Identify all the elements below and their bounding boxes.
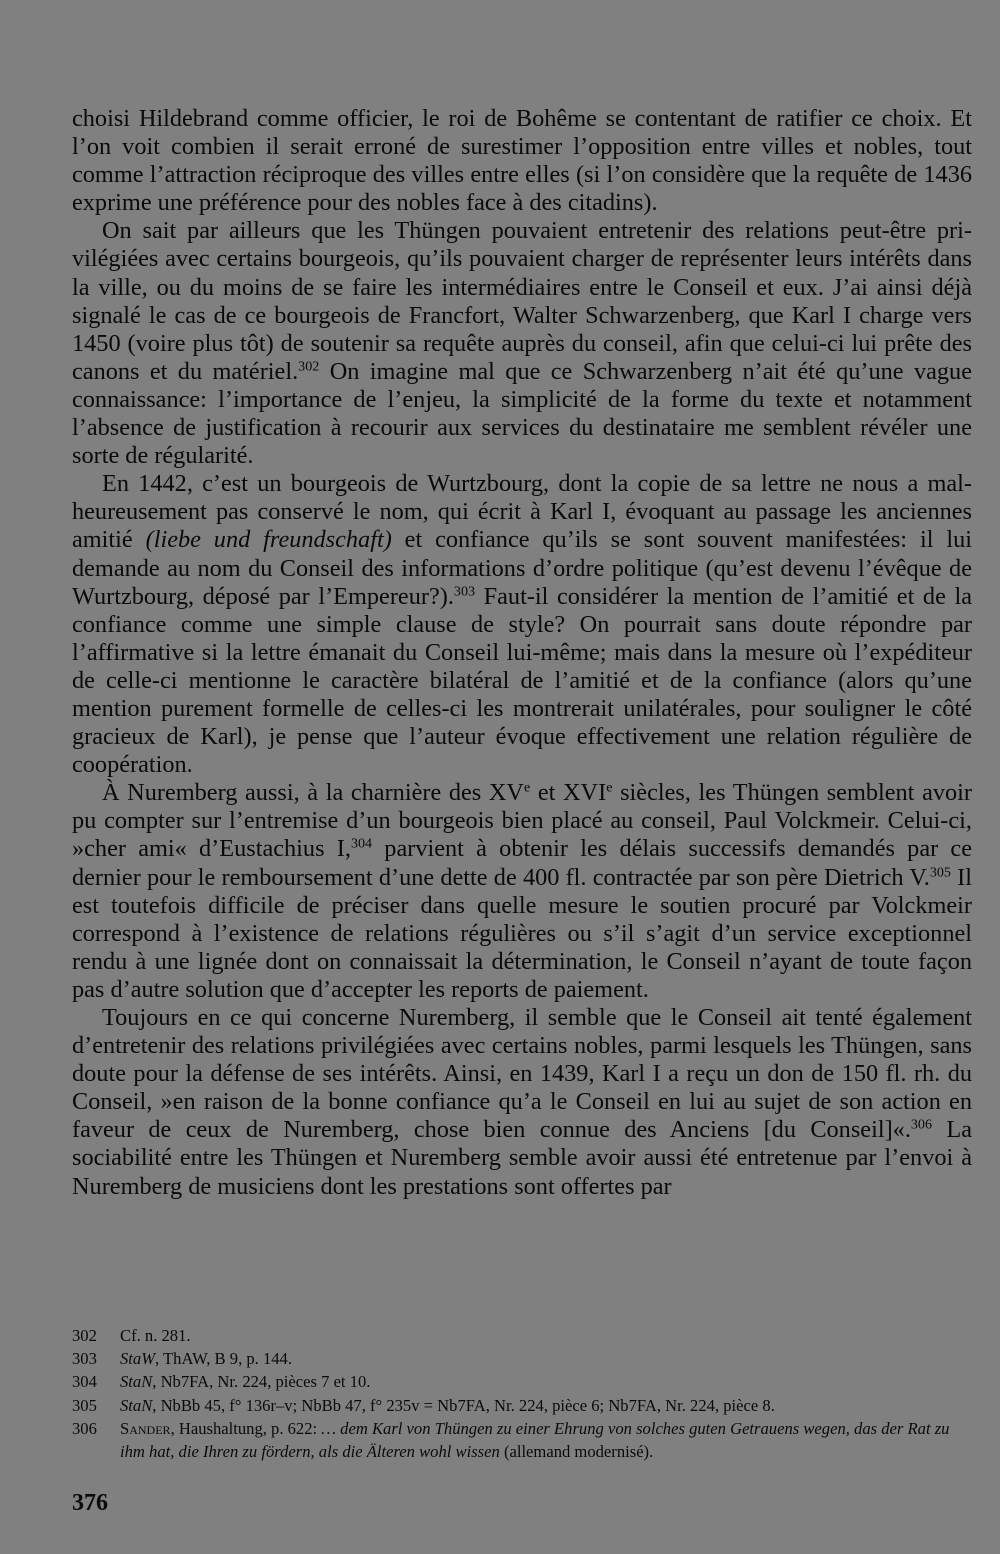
footnote-ref-305[interactable]: 305 xyxy=(929,863,951,880)
footnote-ref-303[interactable]: 303 xyxy=(453,582,476,599)
page-number: 376 xyxy=(72,1490,108,1516)
footnotes xyxy=(72,1324,977,1463)
paragraph-4: À Nuremberg aussi, à la charnière des XVe et XVIe siècles, les Thüngen semblent avoir pu compter sur l’entremise d’un bourgeois bien placé au conseil, Paul Volckmeir. Celui-ci, »cher ami« d’Eustachius I,$^{304}$ parvient à obtenir les délais successifs demandés par ce dernier pour le remboursement d’une dette de 400 fl. contractée par son père Dietrich V.$^{305}$ Il est toutefois difficile de préciser dans quelle mesure le soutien procuré par Volckmeir correspond à l’existence de relations régulières ou s’il s’agit d’un service exceptionnel rendu à une lignée dont on connaissait la détermination, le Conseil n’ayant de toute façon pas d’autre solution que d’accepter les reports de paiement. xyxy=(72,779,973,1003)
footnote-306: 306 Sander, Haushaltung, p. 622: … dem Karl von Thüngen zu einer Ehrung von solches guten Getrauens wegen, das der Rat zu ihm hat, die Ihren zu fördern, als die Älteren wohl wissen (allemand modernisé). xyxy=(72,1418,950,1462)
footnote-302: 302 Cf. n. 281. xyxy=(72,1326,191,1345)
paragraph-2: On sait par ailleurs que les Thüngen pouvaient entretenir des relations peut-être privilégiées avec certains bourgeois, qu’ils pouvaient charger de représenter leurs intérêts dans la ville, ou du moins de se faire les intermédiaires entre le Conseil et eux. J’ai ainsi déjà signalé le cas de ce bourgeois de Francfort, Walter Schwarzenberg, que Karl I charge vers 1450 (voire plus tôt) de soutenir sa requête auprès du conseil, afin que celui-ci lui prête des canons et du matériel.$^{302}$ On imagine mal que ce Schwarzenberg n’ait été qu’une vague connaissance: l’importance de l’enjeu, la simplicité de la forme du texte et notamment l’absence de justification à recourir aux services du destinataire me semblent révéler une sorte de régularité. xyxy=(72,217,972,470)
paragraph-1: choisi Hildebrand comme officier, le roi de Bohême se contentant de ratifier ce choix. Et l’on voit combien il serait erroné de surestimer l’opposition entre villes et nobles, tout comme l’attraction réciproque des villes entre elles (si l’on considère que la requête de 1436 exprime une préférence pour des nobles face à des citadins). xyxy=(72,105,972,217)
footnote-305: 305 StaN, NbBb 45, f° 136r–v; NbBb 47, f° 235v = Nb7FA, Nr. 224, pièce 6; Nb7FA, Nr. 224, pièce 8. xyxy=(72,1395,775,1415)
main-text xyxy=(72,105,972,1201)
footnote-303: 303 StaW, ThAW, B 9, p. 144. xyxy=(72,1349,292,1369)
footnote-ref-304[interactable]: 304 xyxy=(350,835,373,852)
footnote-ref-306[interactable]: 306 xyxy=(910,1116,933,1133)
paragraph-3: En 1442, c’est un bourgeois de Wurtzbourg, dont la copie de sa lettre ne nous a malheureusement pas conservé le nom, qui écrit à Karl I, évoquant au passage les anciennes amitié (liebe und freundschaft) et confiance qu’ils se sont souvent manifestées: il lui demande au nom du Conseil des informations d’ordre politique (qu’est devenu l’évêque de Wurtzbourg, déposé par l’Empereur?).$^{303}$ Faut-il considérer la mention de l’amitié et de la confiance comme une simple clause de style? On pourrait sans doute répondre par l’affirmative si la lettre émanait du Conseil lui-même; mais dans la mesure où l’expéditeur de celle-ci mentionne le caractère bilatéral de l’amitié et de la confiance (alors qu’une mention purement formelle de celles-ci les montrerait unilatérales, pour souligner le côté gracieux de Karl), je pense que l’auteur évoque effectivement une relation régulière de coopération. xyxy=(72,470,972,779)
footnote-304: 304 StaN, Nb7FA, Nr. 224, pièces 7 et 10. xyxy=(72,1372,371,1392)
footnote-ref-302[interactable]: 302 xyxy=(298,358,320,375)
paragraph-5: Toujours en ce qui concerne Nuremberg, il semble que le Conseil ait tenté également d’entretenir des relations privilégiées avec certains nobles, parmi lesquels les Thüngen, sans doute pour la défense de ses intérêts. Ainsi, en 1439, Karl I a reçu un don de 150 fl. rh. du Conseil, »en raison de la bonne confiance qu’a le Conseil en lui au sujet de son action en faveur de ceux de Nuremberg, chose bien connue des Anciens [du Conseil]«.$^{306}$ La sociabilité entre les Thüngen et Nuremberg semble avoir aussi été entretenue par l’envoi à Nuremberg de musiciens dont les prestations sont offertes par xyxy=(72,1004,972,1200)
